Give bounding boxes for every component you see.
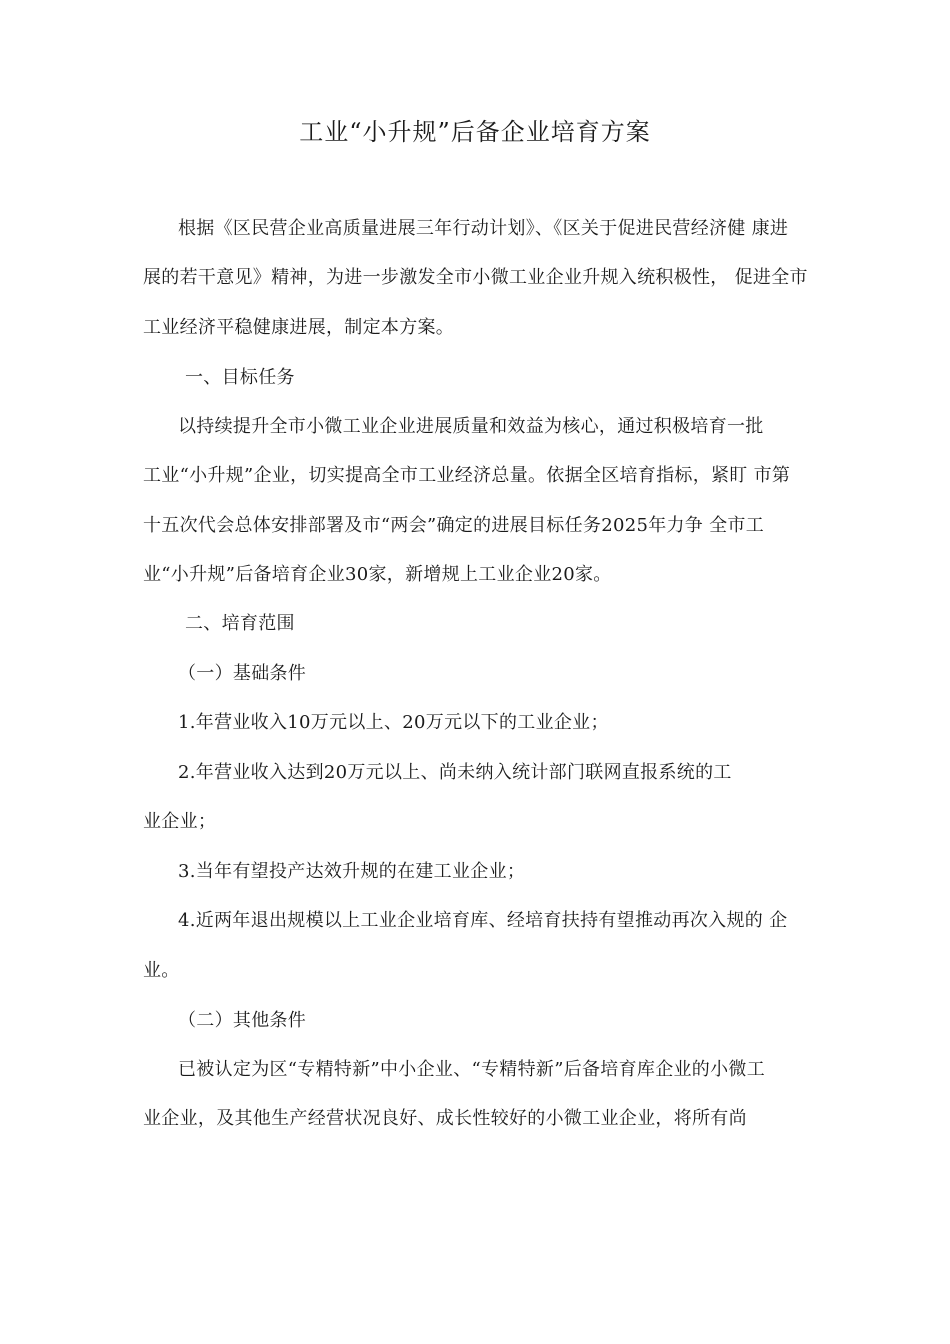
list-item-continuation: 业。 <box>143 960 180 981</box>
paragraph-line: 展的若干意见》精神，为进一步激发全市小微工业企业升规入统积极性， 促进全市 <box>143 267 808 288</box>
paragraph-line: 业“小升规”后备培育企业30家，新增规上工业企业20家。 <box>143 564 612 585</box>
paragraph-line: 根据《区民营企业高质量进展三年行动计划》、《区关于促进民营经济健 康进 <box>178 218 789 239</box>
paragraph-line: 工业“小升规”企业，切实提高全市工业经济总量。依据全区培育指标，紧盯 市第 <box>143 465 791 486</box>
paragraph-line: 十五次代会总体安排部署及市“两会”确定的进展目标任务2025年力争 全市工 <box>143 515 765 536</box>
list-item: 4.近两年退出规模以上工业企业培育库、经培育扶持有望推动再次入规的 企 <box>178 910 788 931</box>
section-heading: 二、培育范围 <box>185 613 295 634</box>
paragraph-line: 以持续提升全市小微工业企业进展质量和效益为核心，通过积极培育一批 <box>178 416 764 437</box>
paragraph-line: 工业经济平稳健康进展，制定本方案。 <box>143 317 455 338</box>
list-item: 1.年营业收入10万元以上、20万元以下的工业企业； <box>178 712 609 733</box>
subsection-heading: （一）基础条件 <box>178 663 307 684</box>
list-item: 3.当年有望投产达效升规的在建工业企业； <box>178 861 526 882</box>
subsection-heading: （二）其他条件 <box>178 1010 307 1031</box>
paragraph-line: 已被认定为区“专精特新”中小企业、“专精特新”后备培育库企业的小微工 <box>178 1059 766 1080</box>
paragraph-line: 业企业，及其他生产经营状况良好、成长性较好的小微工业企业，将所有尚 <box>143 1108 747 1129</box>
list-item-continuation: 业企业； <box>143 811 217 832</box>
section-heading: 一、目标任务 <box>185 367 295 388</box>
list-item: 2.年营业收入达到20万元以上、尚未纳入统计部门联网直报系统的工 <box>178 762 732 783</box>
document-title: 工业“小升规”后备企业培育方案 <box>299 118 651 146</box>
